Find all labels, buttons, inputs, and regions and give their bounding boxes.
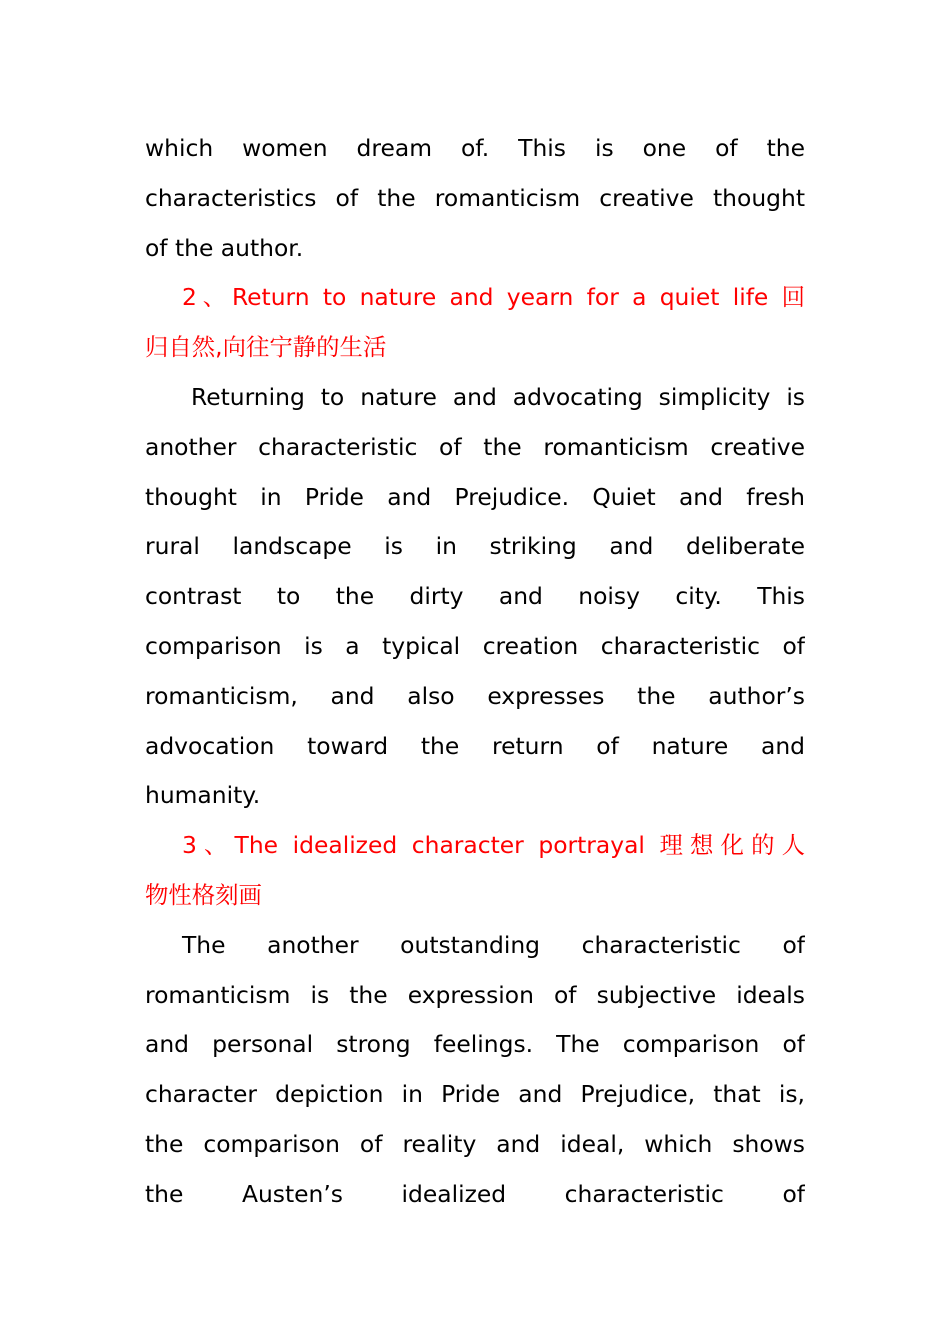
text-line: characteristics of the romanticism creative thought bbox=[145, 183, 805, 212]
heading-line: 归自然,向往宁静的生活 bbox=[145, 333, 387, 362]
text-line: comparison is a typical creation characteristic of bbox=[145, 631, 805, 660]
text-line: which women dream of. This is one of the bbox=[145, 134, 805, 162]
heading-line: 物性格刻画 bbox=[145, 880, 262, 909]
text-line: thought in Pride and Prejudice. Quiet and fresh bbox=[145, 482, 805, 511]
text-line: humanity. bbox=[145, 781, 261, 810]
text-line: another characteristic of the romanticism creative bbox=[145, 432, 805, 461]
text-line: of the author. bbox=[145, 233, 304, 262]
text-line: the Austen’s idealized characteristic of bbox=[145, 1179, 805, 1208]
text-line: The another outstanding characteristic of bbox=[182, 930, 805, 959]
heading-line: 2、Return to nature and yearn for a quiet life 回 bbox=[182, 283, 805, 312]
text-line: rural landscape is in striking and deliberate bbox=[145, 532, 805, 561]
text-line: advocation toward the return of nature and bbox=[145, 731, 805, 760]
heading-line: 3、The idealized character portrayal 理想化的人 bbox=[182, 831, 805, 860]
text-line: romanticism, and also expresses the author’s bbox=[145, 681, 805, 710]
text-line: and personal strong feelings. The comparison of bbox=[145, 1030, 805, 1059]
paragraph-3 bbox=[145, 921, 805, 1220]
section-heading-2 bbox=[145, 273, 805, 373]
document-page bbox=[145, 124, 805, 1220]
text-line: character depiction in Pride and Prejudice, that is, bbox=[145, 1080, 805, 1109]
section-heading-3 bbox=[145, 821, 805, 921]
paragraph-2 bbox=[145, 373, 805, 821]
text-line: Returning to nature and advocating simplicity is bbox=[191, 382, 805, 411]
text-line: romanticism is the expression of subjective ideals bbox=[145, 980, 805, 1009]
paragraph-1 bbox=[145, 124, 805, 273]
text-line: contrast to the dirty and noisy city. This bbox=[145, 582, 805, 611]
text-line: the comparison of reality and ideal, which shows bbox=[145, 1129, 805, 1158]
